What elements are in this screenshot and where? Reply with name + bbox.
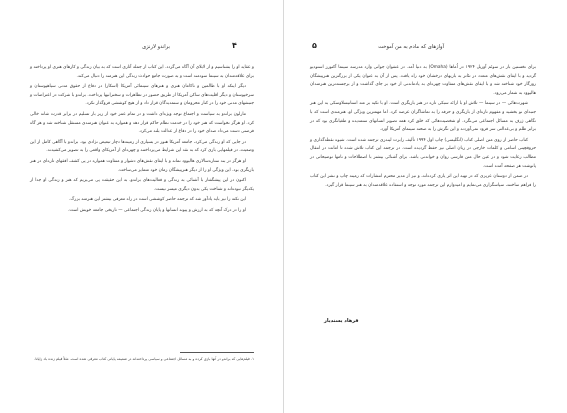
paragraph: مارلون براندو به سیاست و اجتماع توجه ویژه‌ای داشت و در تمام عمر خود از زیر بار تسلیم در برابر قدرت شانه خالی کرد. او هرگز نخواست که هنر خود را در خدمت نظام حاکم قرار دهد و همواره به عنوان هنرمندی مستقل شناخته شد و هر گاه فرصتی دست می‌داد صدای خود را در دفاع از عدالت بلند می‌کرد. bbox=[30, 111, 254, 135]
footnote-rule bbox=[180, 352, 254, 353]
right-page bbox=[284, 0, 567, 413]
left-page bbox=[0, 0, 283, 413]
paragraph: برای نخستین بار در سوئم آوریل ۱۹۲۴ در اُماها (Omaha) به دنیا آمد. در عنفوان جوانی وارد مدرسه سینما آکتورز استودیو گردید و با ایفای نقش‌های متعدد در تئاتر به بازیهای درخشان خود راه یافت. پس از آن به عنوان یکی از بزرگترین هنرپیشگان روزگار خود شناخته شد و با ایفای نقش‌های متفاوت چهره‌ای به یادماندنی از خود بر جای گذاشت و از برجسته‌ترین هنرمندان هالیوود به شمار می‌رود. bbox=[310, 65, 536, 96]
footnote: ۱. فیلم‌هایی که براندو در آنها بازی کرده و به مسائل اجتماعی و سیاسی پرداخته‌اند در ضمیمه پایانی کتاب معرفی شده است. مثلاً فیلم زنده باد زاپاتا. bbox=[34, 357, 254, 361]
paragraph: دیگر اینکه او با ظالمین و ناکامان هنری و هنرهای سینمائی آمریکا (اسکار) در دفاع از حقوق مدنی سیاهپوستان و سرخپوستان و دیگر اقلیت‌های ساکن آمریکا از طریق حضور در تظاهرات و سخنرانیها پرداخت. براندو با شرکت در اعتراضات و جنبشهای مدنی خود را در کنار محرومان و ستمدیدگان قرار داد و از هیچ کوششی فروگذار نکرد. bbox=[30, 84, 254, 107]
paragraph: او هرگز در بند ستاره‌سالاری هالیوود نماند و با ایفای نقش‌های دشوار و متفاوت همواره در پی کشف افقهای تازه‌ای در هنر بازیگری بود. این ویژگی او را از دیگر هنرپیشگان زمان خود متمایز می‌ساخت. bbox=[30, 158, 254, 173]
paragraph: اکنون در این پیشگفتار با آشنائی به زندگی و فعالیت‌های براندو، به این حقیقت پی می‌بریم که هنر و زندگی او جدا از یکدیگر نبوده‌اند و شناخت یکی بدون دیگری میسر نیست. bbox=[30, 178, 254, 192]
paragraph: در جایی که او زندگی می‌کرد، جامعه آمریکا هنوز در بسیاری از زمینه‌ها دچار تبعیض نژادی بود. براندو با آگاهی کامل از این وضعیت، در فیلمهایی بازی کرد که به نقد این شرایط می‌پرداختند و چهره‌ای از آمریکای واقعی را به تصویر می‌کشیدند. bbox=[30, 139, 254, 154]
paragraph: او را در درک آنچه که به ارزش و پیوند انسانها و پایان زندگی اجتماعی — تاریخی جامعه خویش است. bbox=[68, 207, 246, 213]
running-head: آوازهای که مادم به من آموخت bbox=[378, 44, 444, 50]
page-number: ۴ bbox=[232, 41, 237, 50]
paragraph: کتاب حاضر از روی متن اصلی کتاب (انگلیسی) چاپ اول ۱۹۹۴ تألیف رابرت لیندزی ترجمه شده است. شیوه نقطه‌گذاری و حروفچینی اسامی و کلمات خارجی در زبان اصلی نیز حفظ گردیده است. در ترجمه این کتاب تلاش شده تا امانت در انتقال مطالب رعایت شود و در عین حال متن فارسی روان و خواندنی باشد. برای آشنائی بیشتر با اصطلاحات و نامها توضیحاتی در پانوشت هر صفحه آمده است. bbox=[310, 137, 536, 169]
page-body bbox=[30, 64, 254, 218]
page-body bbox=[310, 64, 536, 192]
paragraph: در ضمن از دوستان عزیزی که در تهیه این اثر یاری کرده‌اند، و نیز از مدیر محترم انتشارات که زمینه چاپ و نشر این کتاب را فراهم ساختند، سپاسگزاری می‌نمایم و امیدوارم این ترجمه مورد توجه و استفاده علاقه‌مندان به هنر سینما قرار گیرد. bbox=[310, 174, 536, 188]
page-number: ۵ bbox=[312, 41, 317, 50]
paragraph: و عقاید او را بشناسیم و از لابلای آن آگاه می‌گردد. این کتاب از جمله آثاری است که به بیان زندگی و کارهای هنری او پرداخته و برای علاقه‌مندان به سینما سودمند است و به صورت جامع حوادث زندگی این هنرمند را دنبال می‌کند. bbox=[30, 65, 254, 79]
translator-signature: فرهاد یسندیار bbox=[324, 318, 359, 324]
paragraph: این نکته را نیز باید یادآور شد که ترجمه حاضر کوششی است در راه معرفی بیشتر این هنرمند بزرگ. bbox=[69, 197, 246, 203]
paragraph: شهرت‌هائی — در سینما — تلاش او با ارائه سبکی تازه در هنر بازیگری است. او با تکیه بر متد استانیسلاوسکی به این هنر جنبه‌ای نو بخشید و مفهوم تازه‌ای از بازیگری و حرفه را به تماشاگران عرضه کرد. اما مهمترین ویژگی او، هنرمندی است که با نگاهی ژرف به مسائل اجتماعی می‌نگرد. او شخصیت‌هائی که خلق کرد همه تصویر انسانهای ستمدیده و طغیانگری بود که در برابر ظلم و بی‌عدالتی سر فرود نمی‌آوردند و این نگرش را به صحنه سینمای آمریکا آورد. bbox=[310, 101, 536, 133]
running-head: براندو لارنزی bbox=[142, 44, 170, 50]
